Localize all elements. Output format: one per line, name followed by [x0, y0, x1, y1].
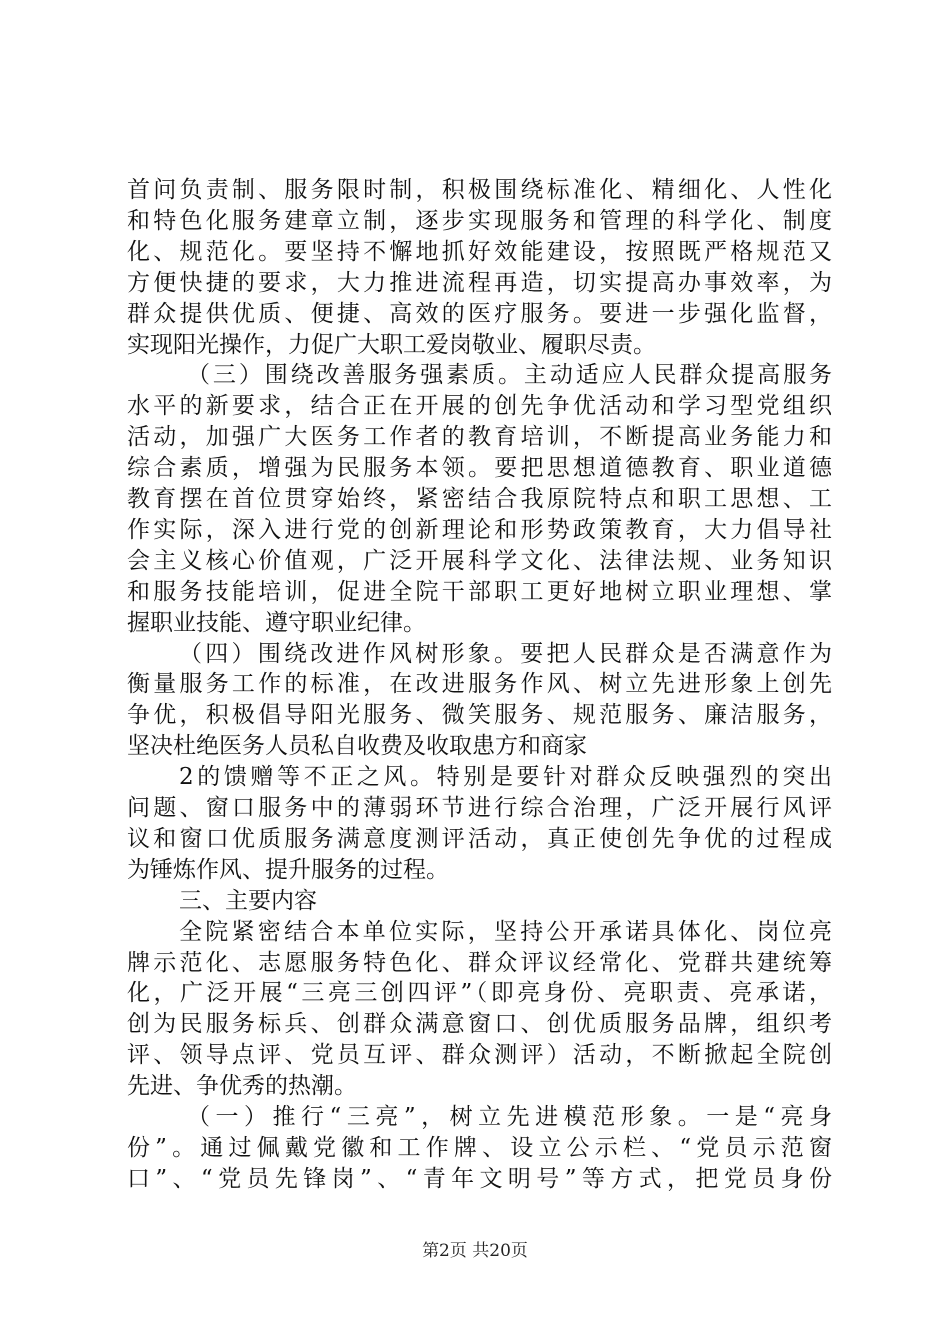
- text-line: 争优，积极倡导阳光服务、微笑服务、规范服务、廉洁服务，: [127, 702, 832, 729]
- text-line: 方便快捷的要求，大力推进流程再造，切实提高办事效率，为: [127, 269, 832, 296]
- text-line: 评、领导点评、党员互评、群众测评）活动，不断掀起全院创: [127, 1042, 832, 1069]
- text-line: 牌示范化、志愿服务特色化、群众评议经常化、党群共建统筹: [127, 949, 832, 976]
- section-heading: 三、主要内容: [179, 887, 317, 914]
- text-line: 坚决杜绝医务人员私自收费及收取患方和商家: [127, 733, 587, 760]
- text-line: 握职业技能、遵守职业纪律。: [127, 609, 426, 636]
- text-line: 先进、争优秀的热潮。: [127, 1073, 357, 1100]
- text-line: 水平的新要求，结合正在开展的创先争优活动和学习型党组织: [127, 393, 832, 420]
- text-line: 实现阳光操作，力促广大职工爱岗敬业、履职尽责。: [127, 331, 656, 358]
- text-line: 和服务技能培训，促进全院干部职工更好地树立职业理想、掌: [127, 578, 832, 605]
- text-line: 教育摆在首位贯穿始终，紧密结合我原院特点和职工思想、工: [127, 486, 832, 512]
- text-line: 首问负责制、服务限时制，积极围绕标准化、精细化、人性化: [127, 177, 832, 203]
- page-number-footer: 第2页 共20页: [422, 1241, 528, 1261]
- text-line: 为锤炼作风、提升服务的过程。: [127, 856, 449, 883]
- text-line: 衡量服务工作的标准，在改进服务作风、树立先进形象上创先: [127, 671, 832, 698]
- text-line: 活动，加强广大医务工作者的教育培训，不断提高业务能力和: [127, 424, 832, 451]
- paragraph-first-line: （四）围绕改进作风树形象。要把人民群众是否满意作为: [179, 640, 832, 667]
- text-line: 问题、窗口服务中的薄弱环节进行综合治理，广泛开展行风评: [127, 795, 832, 821]
- text-line: 份”。通过佩戴党徽和工作牌、设立公示栏、“党员示范窗: [127, 1134, 832, 1161]
- text-line: 化，广泛开展“三亮三创四评”（即亮身份、亮职责、亮承诺，: [127, 980, 832, 1007]
- text-line: 议和窗口优质服务满意度测评活动，真正使创先争优的过程成: [127, 825, 832, 852]
- text-line: 化、规范化。要坚持不懈地抓好效能建设，按照既严格规范又: [127, 238, 832, 265]
- text-line: 和特色化服务建章立制，逐步实现服务和管理的科学化、制度: [127, 207, 832, 234]
- text-line: 作实际，深入进行党的创新理论和形势政策教育，大力倡导社: [127, 516, 832, 543]
- paragraph-first-line: 全院紧密结合本单位实际，坚持公开承诺具体化、岗位亮: [179, 918, 832, 945]
- text-line: 创为民服务标兵、创群众满意窗口、创优质服务品牌，组织考: [127, 1011, 832, 1038]
- paragraph-first-line: 2的馈赠等不正之风。特别是要针对群众反映强烈的突出: [179, 764, 832, 791]
- paragraph-first-line: （一）推行“三亮”，树立先进模范形象。一是“亮身: [187, 1104, 832, 1130]
- text-line: 口”、“党员先锋岗”、“青年文明号”等方式，把党员身份: [127, 1165, 832, 1192]
- text-line: 群众提供优质、便捷、高效的医疗服务。要进一步强化监督，: [127, 300, 832, 327]
- paragraph-first-line: （三）围绕改善服务强素质。主动适应人民群众提高服务: [187, 362, 832, 389]
- text-line: 会主义核心价值观，广泛开展科学文化、法律法规、业务知识: [127, 547, 832, 574]
- text-line: 综合素质，增强为民服务本领。要把思想道德教育、职业道德: [127, 455, 832, 482]
